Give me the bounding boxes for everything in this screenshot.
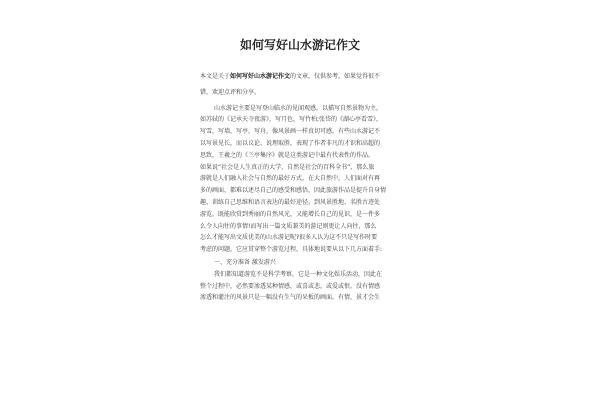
paragraph-line: 写雪，写墙，写亭，写舟，像风景画一样真切可感。有些山水游记不 <box>200 128 381 136</box>
paragraph-line: 如苏轼的《记承天寺夜游》，写月色，写竹柏;张岱的《湖心亭看雪》， <box>200 116 383 124</box>
paragraph-line: 以写景见长，而以议论、说理取胜，表现了作者非凡的才识和高超的 <box>200 139 381 147</box>
paragraph-line: 考虑的问题，它应贯穿整个游览过程，具体地说要从以下几方面着手: <box>200 246 383 254</box>
paragraph-line: 我们都知道游览不是科学考察，它是一种文化娱乐活动，因此在 <box>214 270 383 278</box>
article-title: 如何写好山水游记作文 <box>239 38 360 52</box>
intro-line: 错，欢迎点评和分享。 <box>200 88 261 96</box>
paragraph-line: 游览，既能欣赏到秀丽的自然风光，又能增长自己的见识，是一件多 <box>200 210 381 218</box>
paragraph-line: 思致，王羲之的《兰亭集序》就是这类游记中最有代表性的作品。 <box>200 151 375 159</box>
intro-bold-title: 如何写好山水游记作文 <box>230 73 291 80</box>
paragraph-line: 多的画面，都难以述尽自己的感受和感悟，因此旅游作品是提升自身情 <box>200 187 387 195</box>
paragraph-line: 趣、训练自己思维和语言表达的最好途径。到风景胜地、名胜古迹处 <box>200 198 381 206</box>
paragraph-line: 么令人向往的事情!而写出一篇文质兼美的游记则更让人向往，那么 <box>200 222 377 230</box>
paragraph-line: 渗透和灌注的风景只是一幅没有生气的呆板的画面。有情，景才会生 <box>200 294 381 302</box>
paragraph-line: 山水游记主要是写登山临水的见闻观感，以描写自然景物为主， <box>214 104 383 112</box>
intro-text: 的文章，仅供参考，如果觉得很不 <box>290 73 381 80</box>
paragraph-line: 怎么才能写出文质优美的山水游记呢?很多人认为这不只是写作时要 <box>200 234 378 242</box>
article-body <box>200 71 401 304</box>
intro-text: 本文是关于 <box>200 73 231 80</box>
section-heading: 一、充分准备 激发游兴 <box>214 258 276 266</box>
paragraph-line: 如果说“社会是人生真正的大学，自然是社会的百科全书”，那么旅 <box>200 163 375 171</box>
paragraph-line: 整个过程中，必然要渗透某种情感，或喜或悲，或爱或恨。没有情感 <box>200 282 381 290</box>
paragraph-line: 游就是人们融入社会与自然的最好方式。在大自然中，人们面对有再 <box>200 175 381 183</box>
intro-paragraph <box>200 71 401 83</box>
